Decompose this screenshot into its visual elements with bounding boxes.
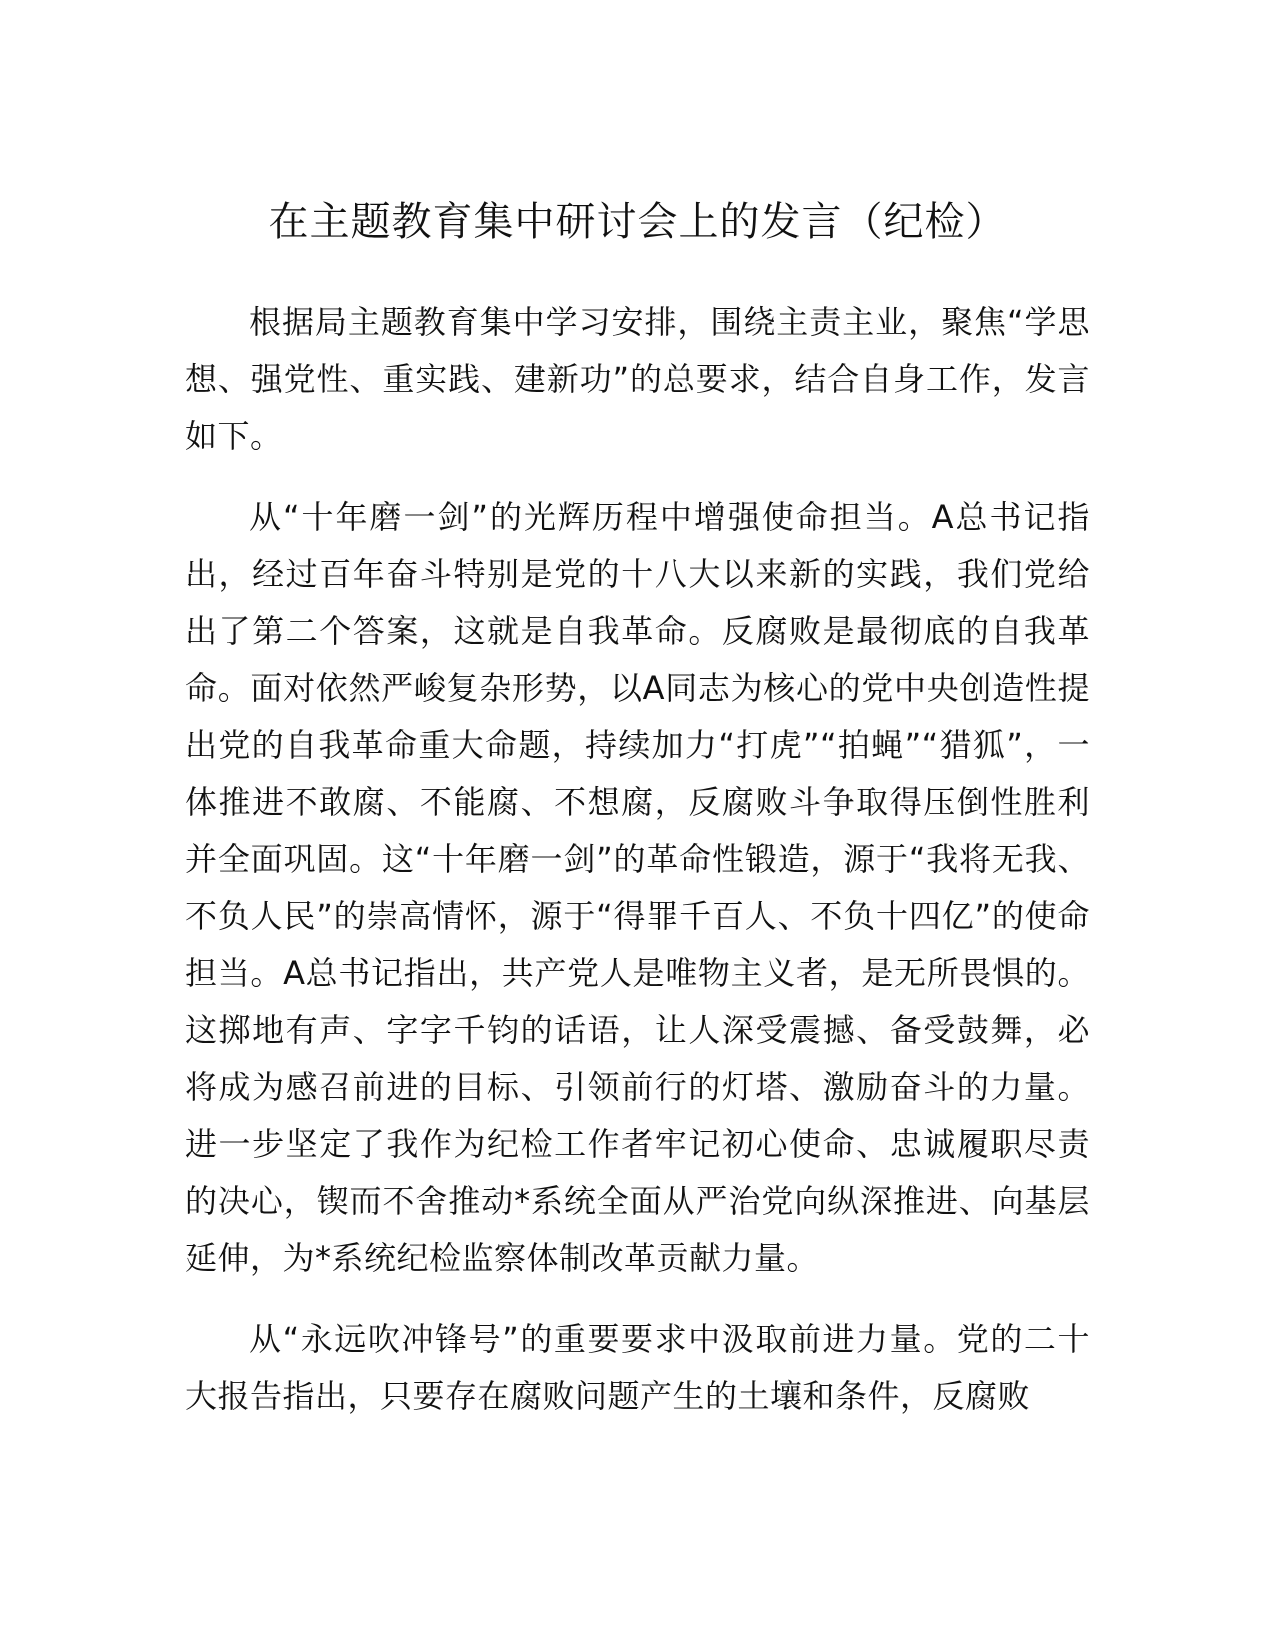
document-title: 在主题教育集中研讨会上的发言（纪检） xyxy=(268,199,1007,245)
paragraph-mission: 从“十年磨一剑”的光辉历程中增强使命担当。A总书记指出，经过百年奋斗特别是党的十八大以来新的实践，我们党给出了第二个答案，这就是自我革命。反腐败是最彻底的自我革命。面对依然严峻复杂形势，以A同志为核心的党中央创造性提出党的自我革命重大命题，持续加力“打虎”“拍蝇”“猎狐”，一体推进不敢腐、不能腐、不想腐，反腐败斗争取得压倒性胜利并全面巩固。这“十年磨一剑”的革命性锻造，源于“我将无我、不负人民”的崇高情怀，源于“得罪千百人、不负十四亿”的使命担当。A总书记指出，共产党人是唯物主义者，是无所畏惧的。这掷地有声、字字千钧的话语，让人深受震撼、备受鼓舞，必将成为感召前进的目标、引领前行的灯塔、激励奋斗的力量。进一步坚定了我作为纪检工作者牢记初心使命、忠诚履职尽责的决心，锲而不舍推动*系统全面从严治党向纵深推进、向基层延伸，为*系统纪检监察体制改革贡献力量。 xyxy=(185,498,1090,1277)
paragraph-strength: 从“永远吹冲锋号”的重要要求中汲取前进力量。党的二十大报告指出，只要存在腐败问题产生的土壤和条件，反腐败 xyxy=(185,1320,1090,1415)
document-body xyxy=(185,294,1090,1449)
paragraph-intro: 根据局主题教育集中学习安排，围绕主责主业，聚焦“学思想、强党性、重实践、建新功”的总要求，结合自身工作，发言如下。 xyxy=(185,303,1090,455)
